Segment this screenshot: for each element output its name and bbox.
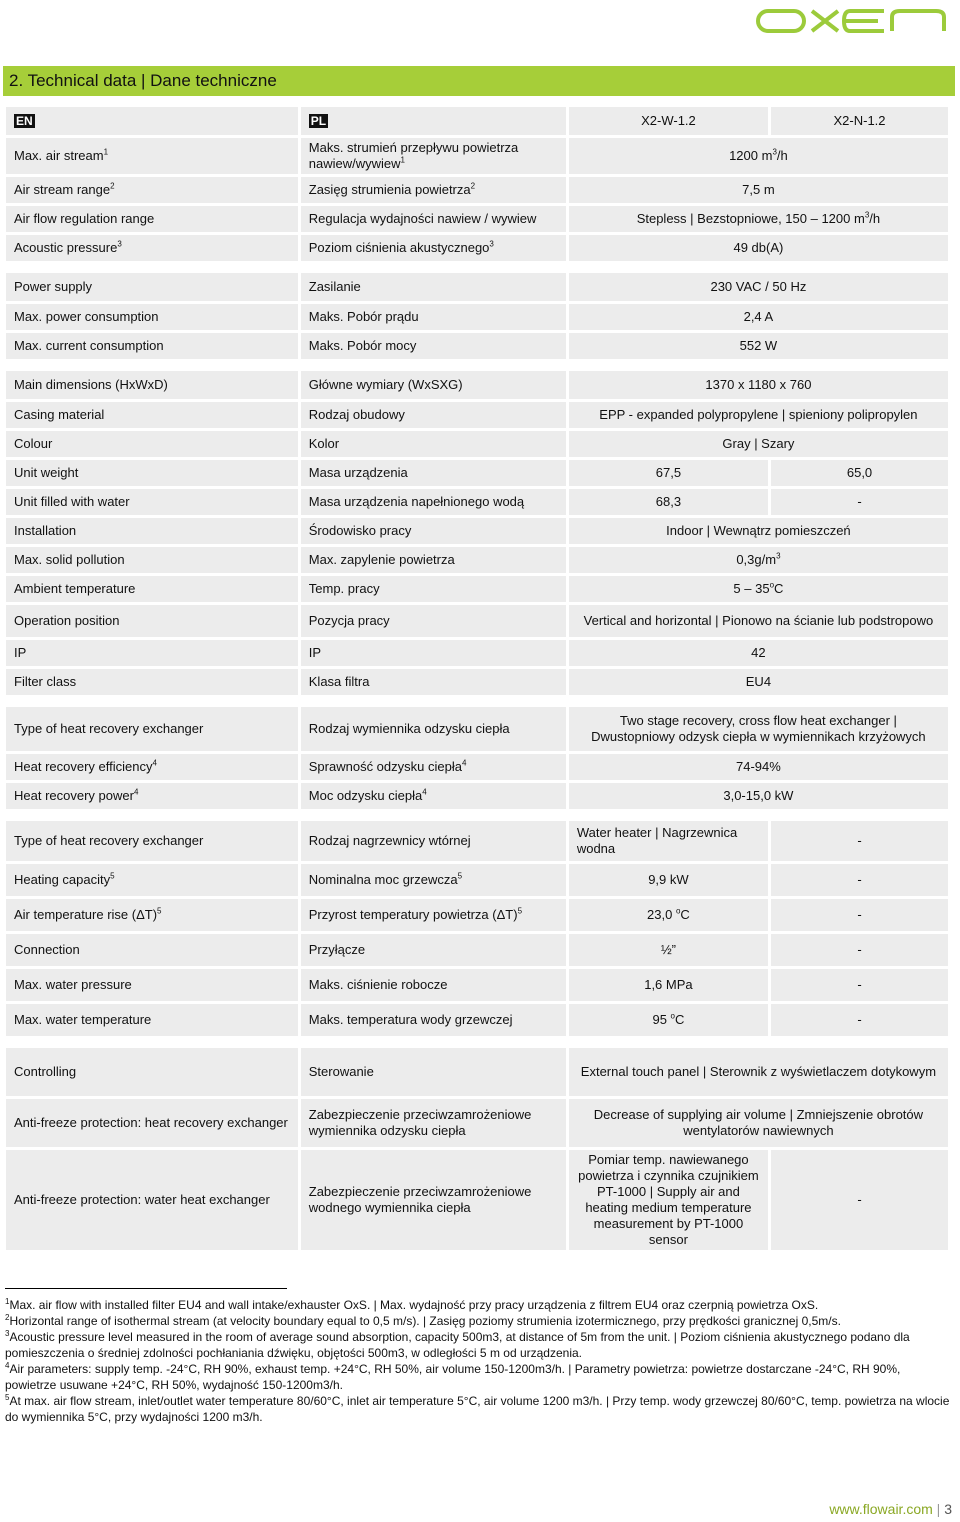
cell-text: Type of heat recovery exchanger — [14, 721, 204, 736]
footnote — [5, 1393, 950, 1425]
superscript: o — [675, 906, 681, 916]
cell-text: 9,9 kW — [648, 872, 689, 887]
value-cell — [569, 235, 948, 261]
cell-text: Decrease of supplying air volume | Zmniejszenie obrotów wentylatorów nawiewnych — [593, 1107, 924, 1138]
label-pl — [301, 707, 566, 751]
superscript: 3 — [117, 239, 122, 249]
cell-text: Heat recovery power — [14, 788, 134, 803]
value-x2n — [771, 899, 948, 931]
cell-text: Heating capacity — [14, 872, 111, 887]
table-row — [6, 547, 948, 573]
cell-text: EU4 — [745, 674, 772, 689]
table-row — [6, 177, 948, 203]
cell-text: Masa urządzenia napełnionego wodą — [308, 494, 525, 509]
table-row — [6, 754, 948, 780]
value-x2w — [569, 969, 768, 1001]
label-en — [6, 754, 298, 780]
superscript: 4 — [133, 787, 139, 797]
label-en — [6, 783, 298, 809]
unit-suffix: C — [680, 907, 690, 922]
label-pl — [301, 576, 566, 602]
cell-text: Anti-freeze protection: water heat exchanger — [14, 1192, 270, 1207]
cell-text: Rodzaj nagrzewnicy wtórnej — [308, 833, 471, 848]
label-en — [6, 138, 298, 174]
label-pl — [301, 138, 566, 174]
value-cell — [569, 518, 948, 544]
label-pl — [301, 460, 566, 486]
cell-text: 74-94% — [736, 759, 781, 774]
value-x2n — [771, 864, 948, 896]
lang-tag-pl: PL — [310, 114, 327, 128]
footnote-number: 4 — [5, 1361, 10, 1370]
label-pl — [301, 333, 566, 359]
superscript: 2 — [110, 181, 115, 191]
footnote-text: Air parameters: supply temp. -24°C, RH 90%, exhaust temp. +24°C, RH 50%, air volume 150-1200m3/h. | Parametry powietrza: powietrze dostarczane -24°C, RH 90%, powietrze usuwane +24°C, RH 50%, wydajność 150-1200m3/h. — [5, 1362, 901, 1392]
cell-text: Power supply — [14, 279, 93, 294]
cell-text: Air stream range — [14, 182, 111, 197]
row-gap — [6, 812, 948, 818]
cell-text: Connection — [14, 942, 80, 957]
cell-text: - — [857, 1012, 862, 1027]
cell-text: Ambient temperature — [14, 581, 136, 596]
footnote — [5, 1329, 950, 1361]
label-en — [6, 1004, 298, 1036]
label-en — [6, 547, 298, 573]
label-pl — [301, 235, 566, 261]
unit-suffix: /h — [869, 211, 881, 226]
superscript: 3 — [776, 551, 781, 561]
cell-text: Max. air stream — [14, 148, 104, 163]
cell-text: External touch panel | Sterownik z wyświetlaczem dotykowym — [580, 1064, 937, 1079]
label-en — [6, 460, 298, 486]
cell-text: 42 — [751, 645, 766, 660]
value-cell — [569, 576, 948, 602]
row-gap — [6, 698, 948, 704]
label-pl — [301, 864, 566, 896]
value-x2w — [569, 899, 768, 931]
cell-text: - — [857, 494, 862, 509]
label-en — [6, 969, 298, 1001]
label-en — [6, 206, 298, 232]
label-en — [6, 177, 298, 203]
value-cell — [569, 371, 948, 399]
value-cell — [569, 402, 948, 428]
cell-text: Zabezpieczenie przeciwzamrożeniowe wymiennika odzysku ciepła — [308, 1107, 532, 1138]
cell-text: Max. water pressure — [14, 977, 132, 992]
cell-text: - — [857, 1192, 862, 1207]
table-row — [6, 273, 948, 301]
value-x2w — [569, 489, 768, 515]
cell-text: Klasa filtra — [308, 674, 370, 689]
label-en — [6, 273, 298, 301]
value-x2n — [771, 1004, 948, 1036]
table-row — [6, 934, 948, 966]
label-en — [6, 669, 298, 695]
cell-text: Acoustic pressure — [14, 240, 118, 255]
cell-text: Rodzaj obudowy — [308, 407, 405, 422]
cell-text: Przyrost temperatury powietrza (ΔT) — [308, 907, 518, 922]
page-number: 3 — [944, 1501, 952, 1517]
cell-text: Sterowanie — [308, 1064, 374, 1079]
footnote-text: Acoustic pressure level measured in the room of average sound absorption, capacity 500m3, at distance of 5m from the unit. | Poziom ciśnienia akustycznego podano dla pomieszczenia o średniej zdolności pochłaniania dźwięku, objętości 500m3, w odległości 5 m od urządzenia. — [5, 1330, 910, 1360]
cell-text: Rodzaj wymiennika odzysku ciepła — [308, 721, 510, 736]
cell-text: Sprawność odzysku ciepła — [308, 759, 462, 774]
cell-text: Maks. Pobór mocy — [308, 338, 417, 353]
cell-text: 68,3 — [655, 494, 682, 509]
cell-text: Masa urządzenia — [308, 465, 408, 480]
label-pl — [301, 899, 566, 931]
superscript: o — [670, 1011, 675, 1021]
label-en — [6, 934, 298, 966]
footnote-text: At max. air flow stream, inlet/outlet water temperature 80/60°C, inlet air temperature 5°C, air volume 1200 m3/h. | Przy temp. wody grzewczej 80/60°C, temp. powietrza na wlocie do wymiennika 5°C, przy wydajności 1200 m3/h. — [5, 1394, 950, 1424]
label-en — [6, 1048, 298, 1096]
cell-text: Indoor | Wewnątrz pomieszczeń — [666, 523, 851, 538]
cell-text: EPP - expanded polypropylene | spieniony polipropylen — [599, 407, 918, 422]
table-row — [6, 138, 948, 174]
cell-text: Zasięg strumienia powietrza — [308, 182, 471, 197]
superscript: 1 — [400, 155, 405, 165]
footnote-number: 5 — [5, 1393, 10, 1402]
label-pl — [301, 1150, 566, 1250]
cell-text: Pozycja pracy — [308, 613, 390, 628]
cell-text: 5 – 35 — [733, 581, 770, 596]
label-pl — [301, 489, 566, 515]
cell-text: Temp. pracy — [308, 581, 380, 596]
value-x2w — [569, 864, 768, 896]
row-gap — [6, 1039, 948, 1045]
value-cell — [569, 605, 948, 637]
cell-text: IP — [308, 645, 322, 660]
unit-suffix: C — [774, 581, 784, 596]
table-row — [6, 605, 948, 637]
superscript: 5 — [157, 906, 162, 916]
label-en — [6, 402, 298, 428]
label-pl — [301, 821, 566, 861]
cell-text: Two stage recovery, cross flow heat exchanger | Dwustopniowy odzysk ciepła w wymiennikach krzyżowych — [591, 713, 926, 744]
table-row — [6, 669, 948, 695]
value-x2n — [771, 489, 948, 515]
label-en — [6, 640, 298, 666]
table-row — [6, 371, 948, 399]
cell-text: Zabezpieczenie przeciwzamrożeniowe wodnego wymiennika ciepła — [308, 1184, 532, 1215]
footnote — [5, 1297, 950, 1313]
cell-text: 230 VAC / 50 Hz — [710, 279, 807, 294]
cell-text: 3,0-15,0 kW — [723, 788, 794, 803]
table-header-row — [6, 107, 948, 135]
value-x2n — [771, 460, 948, 486]
cell-text: Maks. strumień przepływu powietrza nawiew/wywiew — [308, 140, 519, 171]
label-en — [6, 304, 298, 330]
superscript: 4 — [152, 758, 157, 768]
value-cell — [569, 431, 948, 457]
label-pl — [301, 1004, 566, 1036]
label-en — [6, 576, 298, 602]
table-row — [6, 333, 948, 359]
table-row — [6, 864, 948, 896]
cell-text: 7,5 m — [742, 182, 775, 197]
cell-text: Gray | Szary — [722, 436, 795, 451]
label-en — [6, 707, 298, 751]
table-row — [6, 899, 948, 931]
table-row — [6, 1048, 948, 1096]
value-x2w — [569, 821, 768, 861]
cell-text: Stepless | Bezstopniowe, 150 – 1200 m — [636, 211, 865, 226]
footnote-number: 1 — [5, 1297, 10, 1306]
cell-text: Poziom ciśnienia akustycznego — [308, 240, 490, 255]
table-row — [6, 783, 948, 809]
superscript: 4 — [461, 758, 467, 768]
label-en — [6, 431, 298, 457]
value-cell — [569, 707, 948, 751]
table-row — [6, 518, 948, 544]
cell-text: - — [857, 942, 862, 957]
cell-text: Air flow regulation range — [14, 211, 155, 226]
cell-text: Max. zapylenie powietrza — [308, 552, 455, 567]
cell-text: - — [857, 833, 862, 848]
value-x2w — [569, 460, 768, 486]
label-pl — [301, 547, 566, 573]
footer-website-link[interactable]: www.flowair.com — [829, 1501, 933, 1517]
model-header-x2n: X2-N-1.2 — [771, 107, 948, 135]
superscript: 5 — [517, 906, 523, 916]
value-x2w — [569, 1004, 768, 1036]
unit-suffix: /h — [776, 148, 788, 163]
superscript: 5 — [457, 871, 463, 881]
superscript: 3 — [772, 147, 777, 157]
cell-text: Kolor — [308, 436, 340, 451]
cell-text: Anti-freeze protection: heat recovery exchanger — [14, 1115, 288, 1130]
label-pl — [301, 273, 566, 301]
unit-suffix: C — [675, 1012, 685, 1027]
cell-text: Colour — [14, 436, 53, 451]
cell-text: - — [857, 907, 862, 922]
cell-text: Moc odzysku ciepła — [308, 788, 423, 803]
value-cell — [569, 177, 948, 203]
cell-text: Środowisko pracy — [308, 523, 412, 538]
label-en — [6, 235, 298, 261]
model-header-x2w: X2-W-1.2 — [569, 107, 768, 135]
value-cell — [569, 754, 948, 780]
cell-text: Maks. temperatura wody grzewczej — [308, 1012, 513, 1027]
cell-text: Type of heat recovery exchanger — [14, 833, 204, 848]
footer-separator: | — [936, 1501, 945, 1517]
cell-text: Regulacja wydajności nawiew / wywiew — [308, 211, 537, 226]
label-pl — [301, 669, 566, 695]
superscript: 1 — [103, 147, 109, 157]
technical-data-table — [3, 104, 951, 1253]
table-row — [6, 206, 948, 232]
superscript: 5 — [110, 871, 115, 881]
cell-text: Unit weight — [14, 465, 79, 480]
label-en — [6, 821, 298, 861]
value-cell — [569, 669, 948, 695]
label-en — [6, 489, 298, 515]
label-en — [6, 333, 298, 359]
footnote-number: 2 — [5, 1313, 10, 1322]
cell-text: Max. current consumption — [14, 338, 164, 353]
superscript: 3 — [489, 239, 494, 249]
cell-text: - — [857, 872, 862, 887]
table-row — [6, 821, 948, 861]
label-pl — [301, 934, 566, 966]
label-pl — [301, 969, 566, 1001]
cell-text: Controlling — [14, 1064, 77, 1079]
label-en — [6, 371, 298, 399]
cell-text: 49 db(A) — [733, 240, 784, 255]
label-en — [6, 605, 298, 637]
row-gap — [6, 264, 948, 270]
label-pl — [301, 431, 566, 457]
cell-text: Główne wymiary (WxSXG) — [308, 377, 463, 392]
value-x2n — [771, 969, 948, 1001]
cell-text: 67,5 — [655, 465, 682, 480]
value-x2n — [771, 934, 948, 966]
value-x2w — [569, 934, 768, 966]
cell-text: 95 — [652, 1012, 671, 1027]
value-cell — [569, 206, 948, 232]
cell-text: Unit filled with water — [14, 494, 130, 509]
cell-text: 1370 x 1180 x 760 — [705, 377, 812, 392]
superscript: 3 — [864, 210, 870, 220]
label-pl — [301, 206, 566, 232]
cell-text: Casing material — [14, 407, 105, 422]
footnote-text: Max. air flow with installed filter EU4 and wall intake/exhauster OxS. | Max. wydajność przy pracy urządzenia z filtrem EU4 oraz czerpnią powietrza OxS. — [9, 1298, 819, 1312]
cell-text: IP — [14, 645, 27, 660]
table-row — [6, 304, 948, 330]
table-row — [6, 576, 948, 602]
value-cell — [569, 640, 948, 666]
cell-text: Filter class — [14, 674, 77, 689]
table-row — [6, 489, 948, 515]
label-en — [6, 518, 298, 544]
cell-text: Przyłącze — [308, 942, 366, 957]
table-row — [6, 431, 948, 457]
cell-text: 65,0 — [846, 465, 873, 480]
lang-tag-en: EN — [16, 114, 33, 128]
footnote — [5, 1361, 950, 1393]
section-title: 2. Technical data | Dane techniczne — [9, 71, 277, 90]
label-pl — [301, 783, 566, 809]
cell-text: 23,0 — [647, 907, 676, 922]
footnote-separator — [5, 1288, 287, 1289]
cell-text: ½” — [660, 942, 677, 957]
footnote-text: Horizontal range of isothermal stream (at velocity boundary equal to 0,5 m/s). | Zasięg poziomy strumienia izotermicznego, przy prędkości granicznej 0,5m/s. — [9, 1314, 841, 1328]
cell-text: 2,4 A — [743, 309, 774, 324]
cell-text: Zasilanie — [308, 279, 361, 294]
label-en — [6, 864, 298, 896]
table-row — [6, 1150, 948, 1250]
label-pl — [301, 518, 566, 544]
oxen-logo — [754, 3, 950, 39]
value-cell — [569, 547, 948, 573]
label-pl — [301, 402, 566, 428]
table-row — [6, 402, 948, 428]
cell-text: Pomiar temp. nawiewanego powietrza i czynnika czujnikiem PT-1000 | Supply air and heating medium temperature measurement by PT-1000 sensor — [578, 1152, 759, 1247]
cell-text: Maks. ciśnienie robocze — [308, 977, 448, 992]
table-row — [6, 235, 948, 261]
superscript: o — [769, 580, 775, 590]
value-cell — [569, 138, 948, 174]
cell-text: Nominalna moc grzewcza — [308, 872, 458, 887]
label-pl — [301, 177, 566, 203]
cell-text: Vertical and horizontal | Pionowo na ścianie lub podstropowo — [583, 613, 934, 628]
label-pl — [301, 754, 566, 780]
value-cell — [569, 1099, 948, 1147]
logo-wordmark: oxen — [852, 37, 855, 38]
cell-text: Maks. Pobór prądu — [308, 309, 419, 324]
cell-text: Air temperature rise (ΔT) — [14, 907, 158, 922]
cell-text: 1,6 MPa — [644, 977, 693, 992]
label-en — [6, 1150, 298, 1250]
value-x2n — [771, 821, 948, 861]
table-row — [6, 1004, 948, 1036]
table-row — [6, 969, 948, 1001]
value-x2n — [771, 1150, 948, 1250]
label-pl — [301, 304, 566, 330]
section-title-bar — [3, 66, 955, 96]
footnote-number: 3 — [5, 1329, 10, 1338]
table-row — [6, 1099, 948, 1147]
superscript: 2 — [470, 181, 476, 191]
label-pl — [301, 605, 566, 637]
cell-text: Heat recovery efficiency — [14, 759, 153, 774]
label-en — [6, 1099, 298, 1147]
cell-text: - — [857, 977, 862, 992]
value-cell — [569, 333, 948, 359]
cell-text: Max. power consumption — [14, 309, 159, 324]
footnotes — [5, 1297, 950, 1425]
footnote — [5, 1313, 950, 1329]
label-pl — [301, 371, 566, 399]
row-gap — [6, 362, 948, 368]
cell-text: Installation — [14, 523, 77, 538]
label-pl — [301, 640, 566, 666]
label-pl — [301, 1099, 566, 1147]
cell-text: Max. water temperature — [14, 1012, 152, 1027]
label-en — [6, 899, 298, 931]
table-row — [6, 460, 948, 486]
cell-text: Operation position — [14, 613, 120, 628]
value-cell — [569, 273, 948, 301]
cell-text: 1200 m — [729, 148, 773, 163]
value-cell — [569, 783, 948, 809]
table-row — [6, 707, 948, 751]
value-cell — [569, 304, 948, 330]
cell-text: 552 W — [739, 338, 778, 353]
value-cell — [569, 1048, 948, 1096]
value-x2w — [569, 1150, 768, 1250]
cell-text: 0,3g/m — [736, 552, 777, 567]
cell-text: Max. solid pollution — [14, 552, 125, 567]
label-pl — [301, 1048, 566, 1096]
table-row — [6, 640, 948, 666]
superscript: 4 — [422, 787, 427, 797]
page-footer — [829, 1501, 952, 1517]
cell-text: Water heater | Nagrzewnica wodna — [576, 825, 738, 856]
cell-text: Main dimensions (HxWxD) — [14, 377, 168, 392]
